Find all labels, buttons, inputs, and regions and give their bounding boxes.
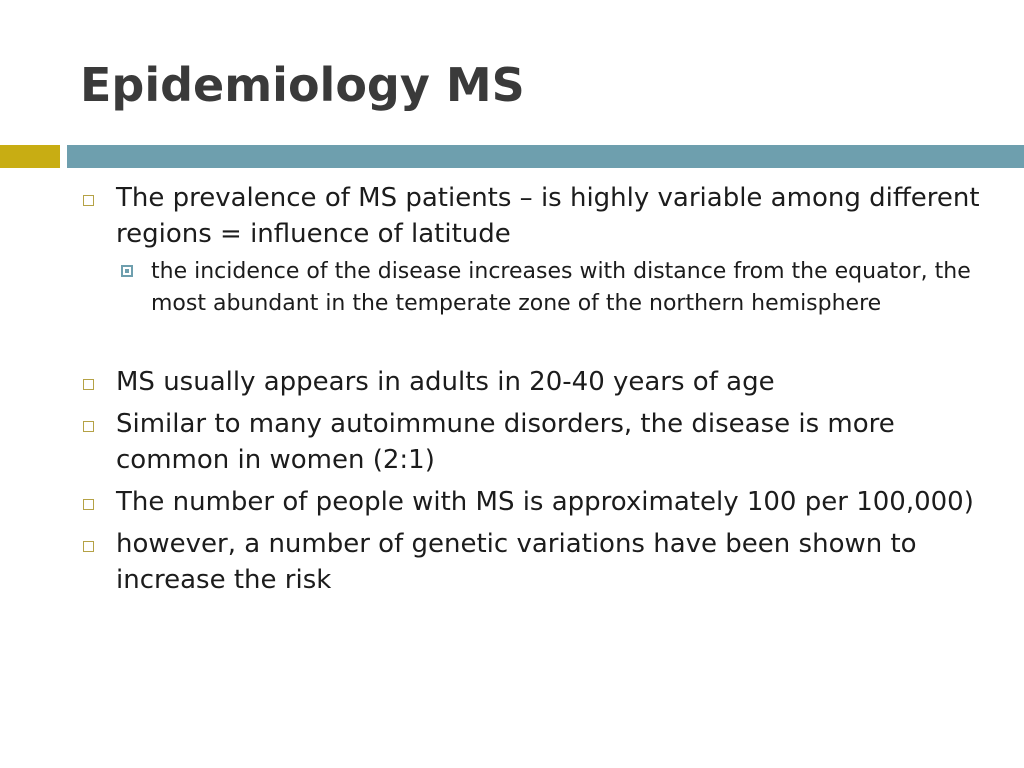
bullet-item — [80, 406, 980, 478]
bullet-item — [80, 484, 980, 520]
filled-square-bullet-icon — [121, 265, 133, 277]
square-bullet-icon — [83, 379, 94, 390]
bullet-text: however, a number of genetic variations have been shown to increase the risk — [116, 529, 917, 595]
bullet-item — [80, 364, 980, 400]
title-accent-bar — [0, 145, 60, 168]
bullet-text: The number of people with MS is approximately 100 per 100,000) — [116, 487, 974, 517]
bullet-text: The prevalence of MS patients – is highly variable among different regions = influence of latitude — [116, 183, 980, 249]
sub-bullet-item — [116, 256, 980, 320]
bullet-item — [80, 526, 980, 598]
slide-body — [80, 180, 980, 598]
bullet-item — [80, 180, 980, 252]
title-divider-bar — [67, 145, 1024, 168]
sub-bullet-text: the incidence of the disease increases with distance from the equator, the most abundant in the temperate zone of the northern hemisphere — [151, 259, 971, 316]
square-bullet-icon — [83, 541, 94, 552]
square-bullet-icon — [83, 195, 94, 206]
slide-title: Epidemiology MS — [80, 58, 525, 112]
square-bullet-icon — [83, 499, 94, 510]
bullet-text: MS usually appears in adults in 20-40 years of age — [116, 367, 775, 397]
bullet-text: Similar to many autoimmune disorders, the disease is more common in women (2:1) — [116, 409, 895, 475]
square-bullet-icon — [83, 421, 94, 432]
